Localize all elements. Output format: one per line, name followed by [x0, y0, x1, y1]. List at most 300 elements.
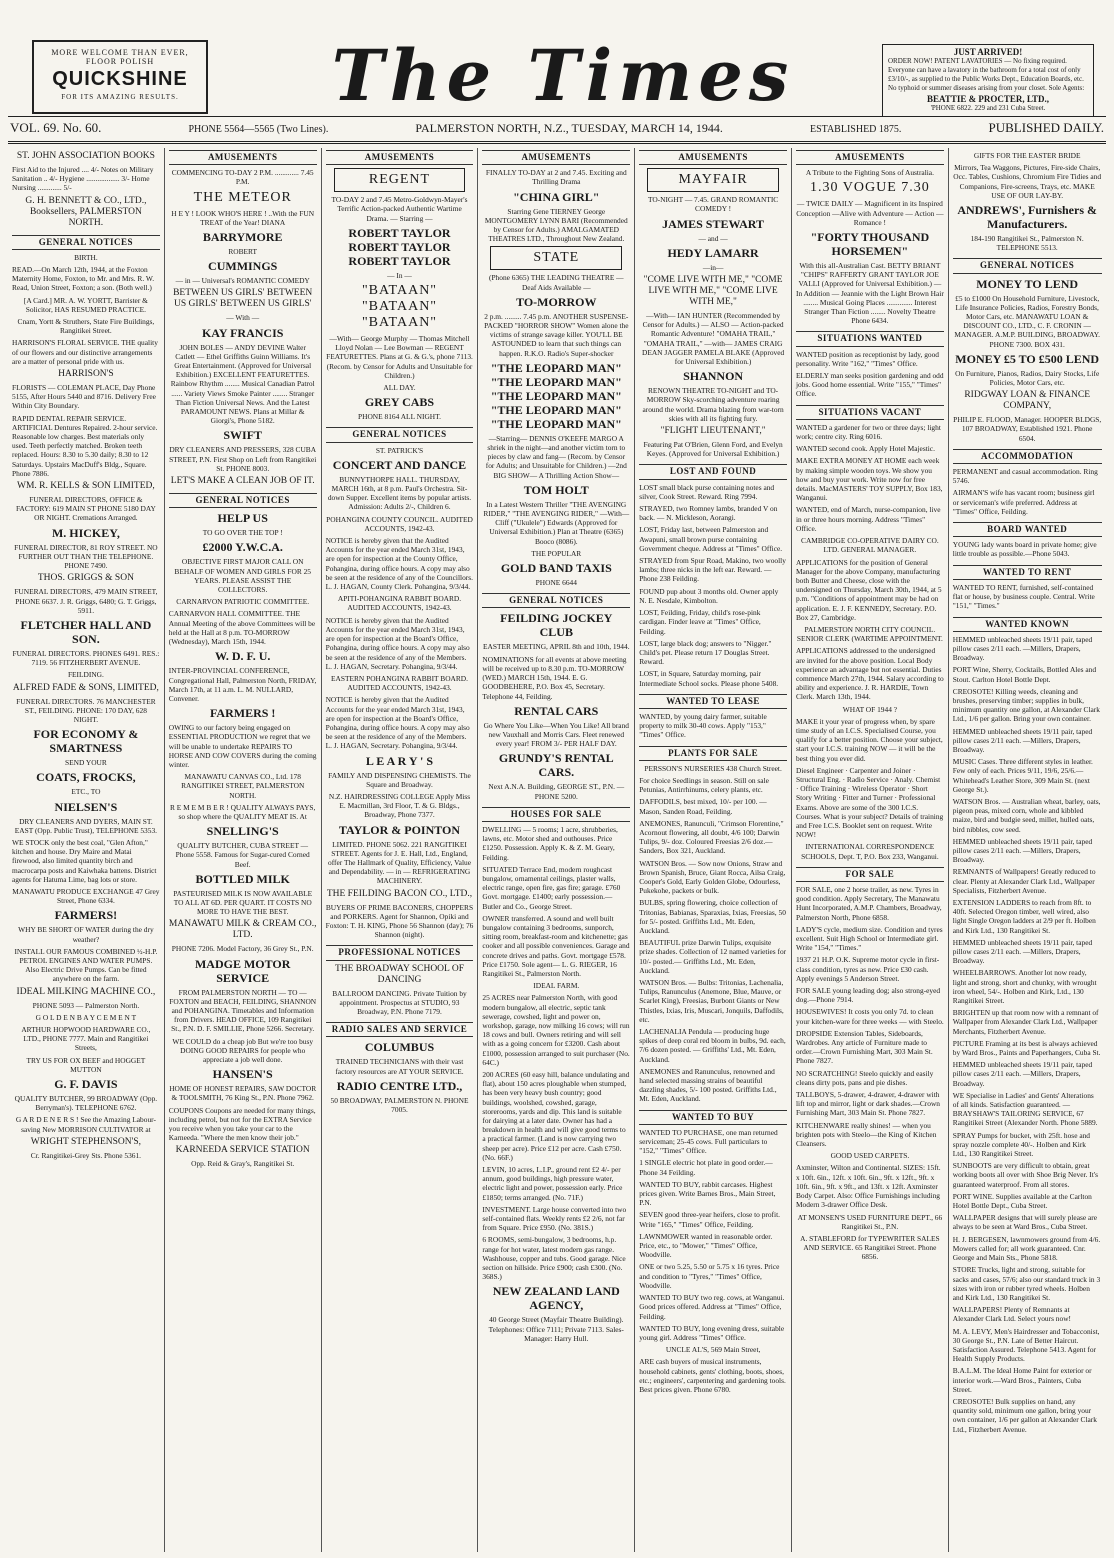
notice-block: WANTED, end of March, nurse-companion, live in or three hours morning. Address "Times" Office. [795, 505, 941, 533]
notice-block: FUNERAL DIRECTORS, OFFICE & FACTORY: 619 MAIN ST PHONE 5180 DAY OR NIGHT. Cremations Arranged. [15, 495, 156, 523]
notice-block: H. J. BERGESEN, lawnmowers ground from 4/6. Mowers called for; all work guaranteed. Cnr. George and Main Sts., Phone 5818. [952, 1234, 1101, 1263]
notice-block: With this all-Australian Cast. BETTY BRIANT "CHIPS" RAFFERTY GRANT TAYLOR JOE VALLI (Approved for Universal Exhibition.) — In Addition — Jeannie with the Light Brown Hair ........ Musical Going Places .............. Interest Stranger Than Fiction ........ Novelty Theatre Phone 6434. [795, 261, 944, 326]
notice-block: PERSSON'S NURSERIES 438 Church Street. [644, 763, 782, 773]
notice-block: PERMANENT and casual accommodation. Ring 5746. [952, 467, 1098, 486]
notice-block: APPLICATIONS for the position of General Manager for the above Company, manufacturing both Butter and Cheese, close with the undersigned on Thursday, March 30th, 1944, at 5 p.m. "Conditions of appointment may be had on application. E. J. F. KENNEDY, Secretary. P.O. Box 27, Cambridge. [795, 557, 942, 622]
notice-block: £5 to £1000 On Household Furniture, Livestock, Life Insurance Policies, Radios, Forestry Bonds, Motor Cars, etc. MANAWATU LOAN & DISCOUNT CO., LTD., C. F. CRONIN — MANAGER. A.M.P. BUILDING, BROADWAY. PHONE 7300. BOX 431. [954, 293, 1100, 349]
notice-block: 6 ROOMS, semi-bungalow, 3 bedrooms, h.p. range for hot water, latest modern gas range. Washhouse, copper and tubs. Good garage. Nice section on hillside. Price £900; cash £300. (No. 368S.) [482, 1235, 626, 1282]
column-2 [165, 148, 322, 1552]
notice-block: WANTED TO BUY, rabbit carcases. Highest prices given. Write Barnes Bros., Main Street, P.N. [639, 1179, 776, 1208]
notice-block: ROBERT [228, 247, 258, 257]
notice-block: HOME OF HONEST REPAIRS, SAW DOCTOR & TOOLSMITH, 76 King St., P.N. Phone 7962. [169, 1084, 317, 1103]
notice-block: GRUNDY'S RENTAL CARS. [498, 751, 614, 780]
notice-block: CONCERT AND DANCE [332, 457, 467, 472]
section-heading: RADIO SALES AND SERVICE [326, 1022, 474, 1037]
ad-line: FLOOR POLISH [85, 57, 155, 66]
ad-line: FOR ITS AMAZING RESULTS. [61, 93, 179, 101]
notice-block: BARRYMORE [202, 230, 283, 245]
notice-block: BRIGHTEN up that room now with a remnant of Wallpaper from Alexander Clark Ltd., Wallpaper Merchants, Fitzherbert Avenue. [952, 1008, 1099, 1036]
notice-block: HARRISON'S [58, 369, 114, 380]
section-heading: GENERAL NOTICES [326, 427, 474, 442]
notice-block: SHANNON [683, 369, 744, 384]
section-heading: WANTED TO RENT [953, 565, 1102, 580]
notice-block: HEMMED unbleached sheets 19/11 pair, taped pillow cases 2/11 each. —Millers, Drapers, Broadway. [952, 836, 1093, 865]
notice-block: LACHENALIA Pendula — producing huge spikes of deep coral red bloom in bulbs, 9d. each, 7/6 dozen posted. — Griffiths' Ltd., Mt. Eden, Auckland. [639, 1027, 786, 1064]
notice-block: COATS, FROCKS, [36, 770, 136, 785]
column-3 [322, 148, 479, 1552]
notice-block: BALLROOM DANCING. Private Tuition by appointment. Prospectus at STUDIO, 93 Broadway, P.N. Phone 7179. [332, 988, 467, 1016]
notice-block: HARRISON'S FLORAL SERVICE. THE quality of our flowers and our distinctive arrangements are a matter of personal pride with us. [12, 338, 158, 366]
notice-block: QUALITY BUTCHER, CUBA STREET — Phone 5558. Famous for Sugar-cured Corned Beef. [175, 841, 310, 869]
notice-block: THOS. GRIGGS & SON [37, 573, 134, 584]
notice-block: WALLPAPERS! Plenty of Remnants at Alexander Clark Ltd. Select yours now! [952, 1305, 1071, 1324]
notice-block: AT MONSEN'S USED FURNITURE DEPT., 66 Rangitikei St., P.N. [797, 1212, 943, 1231]
notice-block: HEDY LAMARR [667, 245, 759, 260]
columns [8, 148, 1106, 1552]
notice-block: [A Card.] MR. A. W. YORTT, Barrister & Solicitor, HAS RESUMED PRACTICE. [23, 295, 148, 314]
notice-block: RIDGWAY LOAN & FINANCE COMPANY, [964, 390, 1091, 412]
notice-block: WANTED TO PURCHASE, one man returned serviceman; 25-45 cows. Full particulars to "152," "Times" Office. [639, 1127, 778, 1156]
notice-block: FARMERS ! [209, 706, 276, 721]
notice-block: G. H. BENNETT & CO., LTD., Booksellers, PALMERSTON NORTH. [25, 195, 147, 228]
notice-block: NO SCRATCHING! Steelo quickly and easily cleans dirty pots, pans and pie dishes. [795, 1068, 934, 1087]
notice-block: FUNERAL DIRECTORS, 479 MAIN STREET, PHONE 6637. J. R. Griggs, 6480; G. T. Griggs, 5911. [14, 587, 158, 615]
theatre-name: STATE [490, 246, 622, 270]
notice-block: A Tribute to the Fighting Sons of Australia. [805, 168, 934, 178]
notice-block: WE STOCK only the best coal, "Glen Afton," kitchen and house. Dry Maire and Matai firewood, also limited quantity birch and macrocarpa posts and Kaiwhaka battens. District agents for Hatuma Lime, bag lots or store. [12, 837, 157, 884]
notice-block: MANAWATU CANVAS CO., Ltd. 178 RANGITIKEI STREET, PALMERSTON NORTH. [181, 772, 305, 800]
notice-block: G. F. DAVIS [54, 1077, 118, 1091]
notice-block: CAMBRIDGE CO-OPERATIVE DAIRY CO. LTD. GENERAL MANAGER. [801, 536, 939, 555]
notice-block: DAFFODILS, best mixed, 10/- per 100. —Mason, Sanden Road, Feilding. [639, 797, 767, 816]
notice-block: BEAUTIFUL prize Darwin Tulips, exquisite prize shades. Collection of 12 named varieties for 10/- posted.— Griffiths Ltd., Mt. Eden, Auckland. [639, 938, 787, 975]
notice-block: KARNEEDA SERVICE STATION [175, 1145, 310, 1156]
notice-block: EXTENSION LADDERS to reach from 8ft. to 40ft. Selected Oregon timber, well wired, also light Single Oregon ladders at 2/9 per ft. Holben and Kirk Ltd., 130 Rangitikei St. [952, 897, 1096, 935]
notice-block: LIMITED. PHONE 5062. 221 RANGITIKEI STREET. Agents for J. E. Hall, Ltd., England, offer The Hallmark of Quality, Efficiency, Value and Dependability. — in — REFRIGERATING MACHINERY. [328, 839, 471, 886]
notice-block: APITI-POHANGINA RABBIT BOARD. AUDITED ACCOUNTS, 1942-43. [337, 594, 462, 613]
column-6 [792, 148, 949, 1552]
notice-block: Cr. Rangitikei-Grey Sts. Phone 5361. [30, 1150, 142, 1160]
notice-block: N.Z. HAIRDRESSING COLLEGE Apply Miss E. Macmillan, 3rd Floor, T. & G. Bldgs., Broadway, Phone 7377. [328, 791, 471, 820]
published-daily: PUBLISHED DAILY. [988, 120, 1104, 135]
notice-block: FAMILY AND DISPENSING CHEMISTS. The Square and Broadway. [328, 770, 471, 789]
theatre-name: REGENT [334, 168, 466, 192]
notice-block: FEILDING JOCKEY CLUB [500, 611, 613, 640]
notice-block: SWIFT [223, 428, 263, 443]
notice-block: CARNARVON HALL COMMITTEE. THE Annual Meeting of the above Committees will be held at the Hall at 8 p.m. TO-MORROW (Wednesday), March 15th, 1944. [168, 609, 316, 647]
notice-block: ST. PATRICK'S [375, 445, 424, 455]
notice-block: PORT Wine, Sherry, Cocktails, Bottled Ales and Stout. Carlton Hotel Bottle Dept. [952, 665, 1097, 684]
section-heading: LOST AND FOUND [639, 464, 787, 479]
notice-block: Mirrors, Tea Waggons, Pictures, Fire-side Chairs, Occ. Tables, Cushions, Chromium Fire Tidies and Companions, Fire-screens, Trays, etc. MAKE USE OF OUR LAY-BY. [953, 163, 1102, 200]
notice-block: 40 George Street (Mayfair Theatre Building). Telephones: Office 7111; Private 7113. Sales-Manager: Harry Hull. [488, 1315, 624, 1343]
notice-block: WANTED a gardener for two or three days; light work; centre city. Ring 6016. [795, 422, 941, 442]
notice-block: INTERNATIONAL CORRESPONDENCE SCHOOLS, Dept. T, P.O. Box 233, Wanganui. [801, 842, 939, 861]
notice-block: EASTER MEETING, APRIL 8th and 10th, 1944. [483, 642, 630, 652]
notice-block: WE Specialise in Ladies' and Gents' Alterations of all kinds. Satisfaction guaranteed. — BRAYSHAW'S TAILORING SERVICE, 67 Rangitikei Street (Alexander North. Phone 5889. [952, 1090, 1098, 1128]
notice-block: R E M E M B E R ! QUALITY ALWAYS PAYS, so shop where the QUALITY MEAT IS. At [170, 802, 316, 821]
notice-block: WHAT OF 1944 ? [842, 704, 898, 714]
notice-block: PHONE 8164 ALL NIGHT. [358, 412, 441, 422]
notice-block: ROBERT TAYLOR ROBERT TAYLOR ROBERT TAYLOR [348, 225, 451, 268]
notice-block: CUMMINGS [208, 259, 278, 274]
notice-block: G O L D E N B A Y C E M E N T [35, 1012, 137, 1022]
column-1 [8, 148, 165, 1552]
ad-firm: BEATTIE & PROCTER, LTD., [926, 94, 1050, 104]
notice-block: SUNBOOTS are very difficult to obtain, great working boots all over with Shoe Brig Never. It's guaranteed waterproof. From all stores. [952, 1161, 1099, 1189]
notice-block: B.A.L.M. The Ideal Home Paint for exterior or interior work.—Ward Bros., Painters, Cuba Street. [952, 1366, 1092, 1394]
notice-block: ALFRED FADE & SONS, LIMITED, [12, 682, 159, 693]
notice-block: On Furniture, Pianos, Radios, Dairy Stocks, Life Policies, Motor Cars, etc. [955, 368, 1100, 388]
section-heading: AMUSEMENTS [796, 150, 944, 165]
notice-block: ELDERLY man seeks position gardening and odd jobs. Good home essential. Write "155," "Times" Office. [795, 371, 944, 399]
notice-block: PICTURE Framing at its best is always achieved by Ward Bros., Paints and Paperhangers, Cuba St. [952, 1038, 1101, 1058]
notice-block: TO GO OVER THE TOP ! [202, 528, 283, 538]
notice-block: WATSON Bros. — Bulbs: Tritonias, Lachenalia, Tulips, Ranunculus (Anemone, Blue, Mauve, or Scarlet King), Freesias, Burbont Giants or New Thistles, Ixias, Iris, Muscari, Jonquils, Daffodils, etc. [639, 978, 784, 1024]
section-heading: GENERAL NOTICES [482, 593, 630, 608]
notice-block: TALLBOYS, 5-drawer, 4-drawer, 4-drawer with lift top and mirror, light or dark shades.—Crown Furnishing Mart, 303 Main St. Phone 7827. [795, 1090, 940, 1118]
notice-block: REMNANTS of Wallpapers! Greatly reduced to clear. Plenty at Alexander Clark Ltd., Wallpaper Specialists, Fitzherbert Avenue. [952, 867, 1096, 895]
notice-block: — In — [387, 270, 412, 280]
notice-block: WANTED TO RENT, furnished, self-contained flat or house, by business couple. Central. Write "151," "Times." [952, 582, 1095, 611]
notice-block: £2000 Y.W.C.A. [202, 540, 283, 555]
notice-block: CREOSOTE! Bulk supplies on hand, any quantity sold, minimum one gallon, bring your own container, 1/6 per gallon at Alexander Clark Ltd., Fitzherbert Avenue. [952, 1396, 1097, 1434]
notice-block: MONEY £5 TO £500 LEND [955, 351, 1100, 366]
notice-block: COLUMBUS [364, 1040, 435, 1055]
notice-block: FOUND pup about 3 months old. Owner apply N. E. Nesdale, Kimbolton. [639, 586, 779, 605]
notice-block: — in — Universal's ROMANTIC COMEDY [175, 276, 310, 286]
section-heading: GENERAL NOTICES [169, 493, 317, 508]
notice-block: GREY CABS [364, 395, 435, 410]
notice-block: Axminster, Wilton and Continental. SIZES: 15ft. x 10ft. 6in., 12ft. x 10ft. 6in., 9ft. x 12ft., 9ft. x 10ft. 6in., 9ft. x 9ft., and 13ft. x 12ft. Axminster Body Carpet. Also: Office Furnishings including Modern 3-drawer Office Desk. [795, 1163, 941, 1210]
notice-block: EASTERN POHANGINA RABBIT BOARD. AUDITED ACCOUNTS, 1942-43. [330, 673, 468, 693]
notice-block: FUNERAL DIRECTORS. PHONES 6491. RES.: 7119. 56 FITZHERBERT AVENUE. [12, 648, 160, 668]
notice-block: Opp. Reid & Gray's, Rangitikei St. [191, 1159, 295, 1169]
notice-block: FLETCHER HALL AND SON. [20, 617, 152, 646]
notice-block: A. STABLEFORD for TYPEWRITER SALES AND SERVICE. 65 Rangitikei Street. Phone 6856. [800, 1233, 940, 1262]
notice-block: HEMMED unbleached sheets 19/11 pair, taped pillow cases 2/11 each. —Millers, Drapers, Broadway. [952, 726, 1093, 754]
notice-block: LET'S MAKE A CLEAN JOB OF IT. [170, 476, 315, 487]
notice-block: BUNNYTHORPE HALL. THURSDAY, MARCH 16th, at 8 p.m. Paul's Orchestra. Sit-down Supper. Excellent items by popular artists. Admission: Adults 2/-, Children 6. [327, 474, 472, 512]
place-and-date: PALMERSTON NORTH, N.Z., TUESDAY, MARCH 14, 1944. [415, 121, 723, 135]
notice-block: —With— George Murphy — Thomas Mitchell Lloyd Nolan — Lee Bowman — REGENT FEATURETTES. Plans at G. & G.'s, phone 7113. (Recom. by Censor for Adults and Unsuitable for Children.) [326, 334, 473, 380]
notice-block: "CHINA GIRL" [513, 189, 600, 204]
section-heading: BOARD WANTED [953, 522, 1102, 537]
notice-block: TRAINED TECHNICIANS with their vast factory resources are AT YOUR SERVICE. [335, 1057, 464, 1076]
notice-block: FUNERAL DIRECTOR, 81 ROY STREET. NO FURTHER OUT THAN THE TELEPHONE. PHONE 7490. [14, 542, 158, 571]
notice-block: First Aid to the Injured .... 4/- Notes on Military Sanitation .. 4/- Hygiene .................. 3/- Home Nursing ............. 5/- [12, 165, 154, 193]
notice-block: 1 SINGLE electric hot plate in good order.—Phone 34 Feilding. [639, 1158, 773, 1177]
notice-block: UNCLE AL'S, 569 Main Street, [665, 1345, 761, 1355]
notice-block: RENOWN THEATRE TO-NIGHT and TO-MORROW Sky-scorching adventure roaring around the world. Drama blazing from war-torn skies with all its fighting fury. [642, 386, 784, 423]
ad-heading: JUST ARRIVED! [953, 47, 1023, 57]
notice-block: HEMMED unbleached sheets 19/11 pair, taped pillow cases 2/11 each. —Millers, Drapers, Broadway. [952, 634, 1093, 663]
notice-block: 184-190 Rangitikei St., Palmerston N. TELEPHONE 5513. [970, 234, 1084, 253]
notice-block: DRY CLEANERS AND PRESSERS, 328 CUBA STREET, P.N. First Shop on Left from Rangitikei St. PHONE 8003. [169, 445, 317, 473]
section-heading: WANTED TO LEASE [639, 694, 787, 709]
volume-number: VOL. 69. No. 60. [10, 120, 102, 135]
section-heading: WANTED KNOWN [953, 617, 1102, 632]
notice-block: WANTED TO BUY, long evening dress, suitable young girl. Address "Times" Office. [639, 1323, 785, 1342]
column-4 [478, 148, 635, 1552]
notice-block: LAWNMOWER wanted in reasonable order. Price, etc., to "Mower," "Times" Office, Woodville. [639, 1231, 773, 1260]
masthead [8, 6, 1106, 117]
notice-block: TOM HOLT [523, 482, 589, 497]
notice-block: 25 ACRES near Palmerston North, with good modern bungalow, all electric, septic tank sewerage, cowshed, light and power on, workshop, garage, now milking 16 cows; will run 18 cows and bull. Owners retiring and will sell with as a going concern for £3200. Cash about £1000, possession arranged to suit purchaser (No. 64C.) [482, 993, 630, 1067]
section-heading: GENERAL NOTICES [12, 235, 160, 250]
notice-block: M. HICKEY, [51, 525, 120, 540]
section-heading: SITUATIONS WANTED [796, 331, 944, 346]
notice-block: INTER-PROVINCIAL CONFERENCE, Congregational Hall, Palmerston North, FRIDAY, March 17th, at 11 a.m. L. M. NULLARD, Convener. [168, 666, 317, 703]
notice-block: JOHN BOLES — ANDY DEVINE Walter Catlett — Ethel Griffiths Guinn Williams. It's Great Entertainment. (Approved for Universal Exhibition.) EXCELLENT FEATURETTES. Rainbow Rhythm ........ Musical Canadian Patrol ...... Variety Views Smoke Painter ........ Stranger Than Fiction Universal News. And the Latest PARAMOUNT NEWS. Plans at Millar & Giorgi's, Phone 5182. [170, 342, 315, 426]
ad-line: MORE WELCOME THAN EVER, [51, 48, 189, 57]
notice-block: "THE LEOPARD MAN" "THE LEOPARD MAN" "THE LEOPARD MAN" "THE LEOPARD MAN" "THE LEOPARD MAN" [490, 360, 622, 431]
notice-block: "COME LIVE WITH ME," "COME LIVE WITH ME," "COME LIVE WITH ME," [643, 275, 783, 308]
notice-block: M. A. LEVY, Men's Hairdresser and Tobacconist, 30 George St., P.N. Late of Better Haircut. Satisfaction Assured. Telephone 5413. Agent for Health Supply Products. [952, 1326, 1100, 1364]
notice-block: GOLD BAND TAXIS [500, 561, 612, 576]
notice-block: 50 BROADWAY, PALMERSTON N. PHONE 7005. [330, 1095, 469, 1114]
notice-block: INVESTMENT. Large house converted into two self-contained flats. Weekly rents £2 2/6, not far from Square. Price £950. (No. 381S.) [482, 1204, 627, 1233]
notice-block: NOTICE is hereby given that the Audited Accounts for the year ended March 31st, 1943, are open for inspection at the County Office, Pohangina, during office hours. A copy may also be seen at the residence of any of the Councillors. L. J. HAGAN, County Clerk. Pohangina, 9/3/44. [325, 536, 473, 592]
theatre-name: MAYFAIR [647, 168, 779, 192]
notice-block: WRIGHT STEPHENSON'S, [30, 1136, 142, 1147]
notice-block: PASTEURISED MILK IS NOW AVAILABLE TO ALL AT 6D. PER QUART. IT COSTS NO MORE TO HAVE THE BEST. [173, 888, 313, 917]
notice-block: ONE or two 5.25, 5.50 or 5.75 x 16 tyres. Price and condition to "Tyres," "Times" Office, Woodville. [639, 1262, 780, 1290]
section-heading: SITUATIONS VACANT [796, 405, 944, 420]
notice-block: In a Latest Western Thriller "THE AVENGING RIDER," "THE AVENGING RIDER," —With— Cliff ("Ukulele") Edwards (Approved for Universal Exhibition.) Plan at Theatre (6365) Booco (8086). [483, 499, 630, 546]
notice-block: RADIO CENTRE LTD., [336, 1078, 463, 1093]
nameplate: The Times [331, 34, 795, 117]
notice-block: COUPONS Coupons are needed for many things, including petrol, but not for the EXTRA Service you receive when you take your car to the Karneeda. "Where the men know their job." [168, 1105, 316, 1143]
notice-block: Featuring Pat O'Brien, Glenn Ford, and Evelyn Keyes. (Approved for Universal Exhibition.) [643, 440, 783, 459]
notice-block: Cnam, Yortt & Struthers, State Fire Buildings, Rangitikei Street. [17, 317, 155, 336]
section-heading: PROFESSIONAL NOTICES [326, 945, 474, 960]
notice-block: IDEAL FARM. [533, 981, 580, 991]
notice-block: FROM PALMERSTON NORTH — TO — FOXTON and BEACH, FEILDING, SHANNON and POHANGINA. Timetables and Information from Drivers. HEAD OFFICE, 109 Rangitikei St., P.N. D. F. SMILLIE, Phone 5266. Secretary. [169, 987, 317, 1034]
notice-block: 1937 21 H.P. O.K. Supreme motor cycle in first-class condition, tyres as new. Price £30 cash. Apply evenings 5 Anderson Street. [795, 955, 940, 983]
notice-block: BIRTH. [74, 252, 98, 262]
notice-block: HANSEN'S [212, 1067, 273, 1082]
notice-block: OWING to our factory being engaged on ESSENTIAL PRODUCTION we regret that we will be unable to undertake REPAIRS TO HORSE AND COW COVERS during the coming winter. [168, 723, 317, 769]
notice-block: For choice Seedlings in season. Still on sale Petunias, Antirrhinums, celery plants, etc. [639, 775, 769, 795]
dateline [8, 117, 1106, 144]
notice-block: —Starring— DENNIS O'KEEFE MARGO A shriek in the night—and another victim torn to pieces by claw and fang— (Recom. by Censor for Adults; and Unsuitable for Children.) —2nd BIG SHOW— A Thrilling Action Show— [485, 433, 627, 480]
notice-block: LOST, Friday last, between Palmerston and Awapuni, small brown purse containing Government cheque. Address at "Times" Office. [639, 525, 783, 553]
notice-block: PHONE 6644 [535, 578, 577, 588]
notice-block: FARMERS! [54, 908, 118, 923]
section-heading: AMUSEMENTS [639, 150, 787, 165]
notice-block: THE METEOR [193, 189, 292, 205]
notice-block: PHILIP E. FLOOD, Manager. HOOPER BLDGS, 107 BROADWAY, Established 1921. Phone 6504. [953, 415, 1102, 443]
notice-block: ANEMONES, Ranunculi, "Crimson Florentine," Acornout flowering, all doubt, 4/6 100; Darwin Tulips, 9/- doz. Coloured Freesias 2/6 doz.— Sanders, Box 321, Auckland. [639, 818, 784, 856]
notice-block: TAYLOR & POINTON [338, 822, 461, 837]
notice-block: PORT WINE. Supplies available at the Carlton Hotel Bottle Dept., Cuba Street. [952, 1191, 1092, 1211]
notice-block: MUSIC Cases. Three different styles in leather. Few only of each. Prices 9/11, 19/6, 25/6.—Whitehead's Leather Store, 309 Main St. (next George St.). [952, 757, 1093, 794]
notice-block: RAPID DENTAL REPAIR SERVICE. ARTIFICIAL Dentures Repaired. 2-hour service. Reasonable low charges. Best materials only used. Teeth perfectly matched. Broken teeth replaced. Hours: 8.30 to 5.30 daily; 8.30 to 12 Saturdays. Upstairs MacDuff's Bldg., Square. Phone 7886. [12, 413, 158, 478]
notice-block: WHEELBARROWS. Another lot now ready, light and strong, short and chunky, with wrought iron wheel, 54/-. Holben and Kirk, Ltd., 130 Rangitikei Street. [952, 968, 1097, 1006]
notice-block: —in— [702, 262, 724, 272]
notice-block: LEVIN, 10 acres, L.I.P., ground rent £2 4/- per annum, good buildings, high pressure water, electric light and power, possession early. Price £1850; terms arranged. (No. 71F.) [482, 1165, 623, 1202]
section-heading: AMUSEMENTS [169, 150, 317, 165]
section-heading: HOUSES FOR SALE [482, 807, 630, 822]
notice-block: "FLIGHT LIEUTENANT," [660, 426, 766, 437]
notice-block: — and — [698, 233, 728, 243]
notice-block: SEVEN good three-year heifers, close to profit. Write "165," "Times" Office, Feilding. [639, 1210, 780, 1229]
section-heading: AMUSEMENTS [482, 150, 630, 165]
notice-block: 1.30 VOGUE 7.30 [810, 180, 930, 196]
ad-brand: QUICKSHINE [52, 68, 188, 90]
notice-block: SITUATED Terrace End, modern roughcast bungalow, ornamental ceilings, plaster walls, electric range, open fire, gas fire; garage. £760 Govt. mortgage. £1400; early possession.— Butler and Co., George Street. [482, 864, 621, 911]
notice-block: MONEY TO LEND [976, 276, 1079, 291]
notice-block: PALMERSTON NORTH CITY COUNCIL. SENIOR CLERK (WARTIME APPOINTMENT. [796, 624, 943, 644]
notice-block: ARTHUR HOPWOOD HARDWARE CO., LTD., PHONE 7777. Main and Rangitikei Streets, [21, 1024, 151, 1053]
notice-block: FINALLY TO-DAY at 2 and 7.45. Exciting and Thrilling Drama [485, 168, 627, 187]
notice-block: MAKE it your year of progress when, by spare time study of an I.C.S. Specialised Course, you qualify for a better position. Choose your subject, start your I.C.S. training NOW — it will be the best thing you ever did. [795, 716, 943, 763]
notice-block: ANEMONES and Ranunculus, renowned and hand selected massing strains of beautiful dazzling shades, 5/- 100 posted. Griffiths Ltd., Mt. Eden, Auckland. [639, 1066, 777, 1104]
notice-block: ETC., TO [71, 787, 101, 797]
phone-numbers: PHONE 5564—5565 (Two Lines). [188, 124, 329, 135]
notice-block: JAMES STEWART [662, 216, 765, 231]
notice-block: GIFTS FOR THE EASTER BRIDE [973, 151, 1081, 160]
notice-block: "BATAAN" "BATAAN" "BATAAN" [361, 283, 438, 331]
notice-block: NOTICE is hereby given that the Audited Accounts for the year ended March 31st, 1943, are open for inspection at the Board's Office, Pohangina, during office hours. A copy may also be seen at the residence of any of the Members. L. J. HAGAN, Secretary. Pohangina, 9/3/44. [325, 615, 470, 671]
notice-block: OBJECTIVE FIRST MAJOR CALL ON BEHALF OF WOMEN AND GIRLS FOR 25 YEARS. PLEASE ASSIST THE COLLECTORS. [174, 557, 311, 595]
notice-block: L E A R Y ' S [365, 753, 434, 768]
notice-block: KITCHENWARE really shines! — when you brighten pots with Steelo—the King of Kitchen Cleansers. [795, 1120, 937, 1149]
quickshine-ad [32, 40, 208, 114]
ad-body: ORDER NOW! PATENT LAVATORIES — No fixing required. Everyone can have a lavatory in the bathroom for a total cost of only £3/10/-, as supplied to the Public Works Dept., Education Boards, etc. No typhoid or summer diseases arising from your closet. Sole Agents: [888, 57, 1085, 92]
notice-block: SEND YOUR [64, 758, 107, 768]
notice-block: THE BROADWAY SCHOOL OF DANCING [334, 963, 465, 985]
notice-block: READ.—On March 12th, 1944, at the Foxton Maternity Home, Foxton, to Mr. and Mrs. R. W. Read, Union Street, Foxton; a son. (Both well.) [12, 265, 155, 293]
notice-block: QUALITY BUTCHER, 99 BROADWAY (Opp. Berryman's). TELEPHONE 6762. [14, 1094, 158, 1113]
notice-block: TRY US FOR OX BEEF and HOGGET MUTTON [26, 1055, 146, 1074]
section-heading: PLANTS FOR SALE [639, 746, 787, 761]
notice-block: HELP US [217, 511, 268, 526]
notice-block: — With — [226, 313, 260, 323]
notice-block: KAY FRANCIS [201, 325, 284, 340]
notice-block: NOMINATIONS for all events at above meeting will be received up to 8.30 p.m. TO-MORROW (WED.) MARCH 15th, 1944. E. G. GOODBEHERE, P.O. Box 45, Secretary. Telephone 44, Feilding. [482, 654, 627, 701]
notice-block: FLORISTS — COLEMAN PLACE, Day Phone 5155, After Hours 5440 and 8716. Delivery Free Within City Boundary. [12, 383, 156, 411]
notice-block: MANAWATU PRODUCE EXCHANGE 47 Grey Street, Phone 6334. [12, 886, 160, 906]
notice-block: YOUNG lady wants board in private home; give little trouble as possible.—Phone 5043. [952, 540, 1097, 559]
notice-block: BULBS, spring flowering, choice collection of Tritonias, Babianas, Sparaxias, Ixias, Freesias, 50 for 5/- posted. Griffiths Ltd., Mt. Eden, Auckland. [639, 898, 786, 935]
notice-block: NIELSEN'S [54, 799, 118, 814]
notice-block: FUNERAL DIRECTORS. 76 MANCHESTER ST., FEILDING. PHONE: 170 DAY, 628 NIGHT. [16, 696, 156, 724]
notice-block: Starring Gene TIERNEY George MONTGOMERY LYNN BARI (Recommended by Censor for Adults.) AMALGAMATED THEATRES LTD., Throughout New Zealand. [484, 206, 628, 244]
notice-block: FOR ECONOMY & SMARTNESS [33, 727, 139, 756]
notice-block: SNELLING'S [206, 824, 279, 839]
notice-block: POHANGINA COUNTY COUNCIL. AUDITED ACCOUNTS, 1942-43. [326, 514, 473, 533]
notice-block: 2 p.m. ......... 7.45 p.m. ANOTHER SUSPENSE-PACKED "HORROR SHOW" Women alone the victims of strange savage killer. YOU'LL BE ASTOUNDED to learn that such things can happen. R.K.O. Radio's Super-shocker [484, 311, 629, 358]
notice-block: BOTTLED MILK [195, 871, 290, 886]
notice-block: Diesel Engineer · Carpenter and Joiner · Structural Eng. · Radio Service · Analy. Chemist · Office Training · Wireless Operator · Short Story Writing · Fitter and Turner · Professional Exams. Above are some of the 300 I.C.S. Courses. What is your subject? Details of training and Free I.C.S. Booklet sent on request. Write NOW! [795, 765, 944, 840]
notice-block: WANTED TO BUY two reg. cows, at Wanganui. Good prices offered. Address at "Times" Office, Feilding. [639, 1293, 785, 1321]
notice-block: TO-NIGHT — 7.45. GRAND ROMANTIC COMEDY ! [647, 195, 779, 214]
notice-block: CARNARVON PATRIOTIC COMMITTEE. [176, 597, 310, 607]
notice-block: W. D. F. U. [214, 649, 271, 664]
notice-block: WHY BE SHORT OF WATER during the dry weather? [18, 925, 154, 944]
notice-block: MAKE EXTRA MONEY AT HOME each week by making simple wooden toys. We show you how and buy your work. Write now for free details. MacMASTERS' TOY SUPPLY, Box 183, Wanganui. [795, 456, 943, 503]
section-heading: FOR SALE [796, 867, 944, 882]
column-5 [635, 148, 792, 1552]
notice-block: ARE cash buyers of musical instruments, household cabinets, gents' clothing, boots, shoes, etc.; engineers', carpentering and gardening tools. Best prices given. Phone 6780. [639, 1357, 786, 1394]
notice-block: G A R D E N E R S ! See the Amazing Labour-saving New MORRISON CULTIVATOR at [15, 1115, 156, 1134]
notice-block: BETWEEN US GIRLS' BETWEEN US GIRLS' BETWEEN US GIRLS' [173, 288, 313, 310]
notice-block: H E Y ! LOOK WHO'S HERE ! ..With the FUN TREAT of the Year! DIANA [171, 208, 315, 227]
notice-block: INSTALL OUR FAMOUS COMBINED ½-H.P. PETROL ENGINES AND WATER PUMPS. Also Electric Drive Pumps. Can be fitted anywhere on the farm. [14, 946, 158, 984]
notice-block: WATSON Bros. — Australian wheat, barley, oats, pigeon peas, mixed corn, whole and kibbled maize, bird and budgie seed, millet, hulled oats, bird nibbles, cow seed. [952, 796, 1101, 834]
notice-block: ALL DAY. [383, 383, 416, 393]
lavatories-ad [882, 44, 1094, 117]
notice-block: PHONE 7206. Model Factory, 36 Grey St., P.N. [171, 944, 314, 954]
notice-block: (Phone 6365) THE LEADING THEATRE — Deaf Aids Available — [488, 273, 624, 292]
ad-address: 'PHONE 6822. 229 and 231 Cuba Street. [930, 104, 1046, 112]
notice-block: DWELLING — 5 rooms; 1 acre, shrubberies, lawns, etc. Motor shed and outhouses. Price £1250. Possession. Apply K. & Z. M. Geary, Feilding. [482, 824, 618, 862]
notice-block: WANTED position as receptionist by lady, good personality. Write "162," "Times" Office. [795, 349, 939, 368]
notice-block: STORE Trucks, light and strong, suitable for sacks and cases, 57/6; also our standard truck in 3 sizes with iron or rubber tyred wheels. Holben and Kirk Ltd., 130 Rangitikei St. [952, 1265, 1101, 1302]
notice-block: AIRMAN'S wife has vacant room; business girl or serviceman's wife preferred. Address at "Times" Office, Feilding. [952, 488, 1095, 516]
notice-block: THE FEILDING BACON CO., LTD., [326, 888, 473, 899]
notice-block: LADY'S cycle, medium size. Condition and tyres excellent. Suit High School or Intermediate girl. Write "154," "Times." [795, 924, 943, 953]
notice-block: APPLICATIONS addressed to the undersigned are invited for the above position. Local Body experience an advantage but not essential. Duties commence March 27th, 1944. Salary according to ability and experience. J. R. HARDIE, Town Clerk. March 13th, 1944. [795, 646, 944, 702]
notice-block: STRAYED, two Romney lambs, branded V on back. — N. Mickleson, Aorangi. [639, 504, 778, 523]
established-year: ESTABLISHED 1875. [809, 124, 902, 135]
notice-block: WANTED, by young dairy farmer, suitable property to milk 30-40 cows. Apply "153," "Times" Office. [639, 711, 767, 740]
notice-block: SPRAY Pumps for bucket, with 25ft. hose and spray nozzle complete 40/-. Holben and Kirk Ltd., 130 Rangitikei Street. [952, 1130, 1090, 1159]
column-7 [949, 148, 1106, 1552]
notice-block: MANAWATU MILK & CREAM CO., LTD. [168, 919, 317, 941]
notice-block: WM. R. KELLS & SON LIMITED, [17, 481, 155, 492]
notice-block: OWNER transferred. A sound and well built bungalow containing 3 bedrooms, sunporch, sitting room, breakfast-room and kitchenette; gas cooker and all possible conveniences. Garage and concrete drives and paths. Govt. mortgage £578. Price £1750. Sole agent— L. G. RIEGER, 16 Rangitikei St., Palmerston North. [482, 913, 630, 978]
notice-block: WANTED second cook. Apply Hotel Majestic. [795, 444, 935, 454]
notice-block: RENTAL CARS [514, 703, 599, 718]
notice-block: WALLPAPER designs that will surely please are always to be seen at Ward Bros., Cuba Street. [952, 1213, 1098, 1232]
notice-block: —With— IAN HUNTER (Recommended by Censor for Adults.) — ALSO — Action-packed Romantic Adventure! "OMAHA TRAIL," "OMAHA TRAIL," —with— JAMES CRAIG DEAN JAGGER PAMELA BLAKE (Approved for Universal Exhibition.) [641, 311, 785, 367]
notice-block: CREOSOTE! Killing weeds, cleaning and brushes, preserving timber; supplies in bulk, minimum quantity one gallon, at Alexander Clark Ltd., 1/6 per gallon. Bring your own container. [952, 686, 1100, 724]
notice-block: ST. JOHN ASSOCIATION BOOKS [16, 151, 155, 161]
notice-block: "FORTY THOUSAND HORSEMEN" [810, 230, 930, 259]
notice-block: NOTICE is hereby given that the Audited Accounts for the year ended March 31st, 1943, are open for inspection at the Board's Office, Pohangina, during office hours. A copy may also be seen at the residence of any of the Members. L. J. HAGAN, Secretary. Pohangina, 9/3/44. [325, 695, 470, 751]
section-heading: ACCOMMODATION [953, 449, 1102, 464]
notice-block: FOR SALE, one 2 horse trailer, as new. Tyres in good condition. Apply Secretary, The Manawatu Hunt Incorporated, A.M.P. Chambers, Broadway, Palmerston North, Phone 6858. [795, 885, 942, 922]
notice-block: WE COULD do a cheap job But we're too busy DOING GOOD REPAIRS for people who appreciate a job well done. [172, 1036, 314, 1064]
notice-block: TO-MORROW [516, 294, 597, 309]
notice-block: Next A.N.A. Building, GEORGE ST., P.N. — PHONE 5200. [488, 782, 625, 801]
notice-block: TO-DAY 2 and 7.45 Metro-Goldwyn-Mayer's Terrific Action-packed Authentic Wartime Drama. — Starring — [331, 195, 468, 223]
section-heading: AMUSEMENTS [326, 150, 474, 165]
section-heading: WANTED TO BUY [639, 1110, 787, 1125]
notice-block: THE POPULAR [531, 548, 582, 558]
notice-block: HEMMED unbleached sheets 19/11 pair, taped pillow cases 2/11 each. —Millers, Drapers, Broadway. [952, 1060, 1093, 1088]
notice-block: — TWICE DAILY — Magnificent in its Inspired Conception —Alive with Adventure — Action — Romance ! [796, 199, 944, 227]
notice-block: BUYERS OF PRIME BACONERS, CHOPPERS and PORKERS. Agent for Shannon, Opiki and Foxton: T. H. KING, Phone 56 Shannon (day); 76 Shannon (night). [325, 902, 474, 940]
section-heading: GENERAL NOTICES [953, 258, 1102, 273]
notice-block: LOST, Feilding, Friday, child's rose-pink cardigan. Finder leave at "Times" Office, Feilding. [639, 608, 761, 636]
notice-block: HOUSEWIVES! It costs you only 7d. to clean your kitchen-ware for three weeks — with Steelo. [795, 1007, 944, 1026]
notice-block: STRAYED from Spur Road, Makino, two woolly lambs; three nicks in the left ear. Reward. — Phone 238 Feilding. [639, 556, 786, 584]
notice-block: Go Where You Like—When You Like! All brand new Vauxhall and Morris Cars. Fleet renewed every year! FROM 3/- PER HALF DAY. [483, 720, 629, 749]
notice-block: DRY CLEANERS AND DYERS, MAIN ST. EAST (Opp. Public Trust), TELEPHONE 5353. [14, 816, 157, 835]
notice-block: ANDREWS', Furnishers & Manufacturers. [957, 203, 1098, 232]
notice-block: DROPSIDE Extension Tables, Sideboards, Wardrobes. Any article of Furniture made to order.—Crown Furnishing Mart, 303 Main St. Phone 7827. [795, 1028, 933, 1066]
notice-block: LOST, in Square, Saturday morning, pair Intermediate School socks. Please phone 5408. [639, 669, 779, 688]
notice-block: FOR SALE young leading dog; also strong-eyed dog.—Phone 7914. [795, 986, 941, 1005]
notice-block: FEILDING. [67, 670, 104, 680]
notice-block: COMMENCING TO-DAY 2 P.M. ............. 7.45 P.M. [171, 168, 314, 187]
notice-block: GOOD USED CARPETS. [830, 1151, 910, 1161]
notice-block: LOST small black purse containing notes and silver, Cook Street. Reward. Ring 7994. [639, 482, 775, 501]
